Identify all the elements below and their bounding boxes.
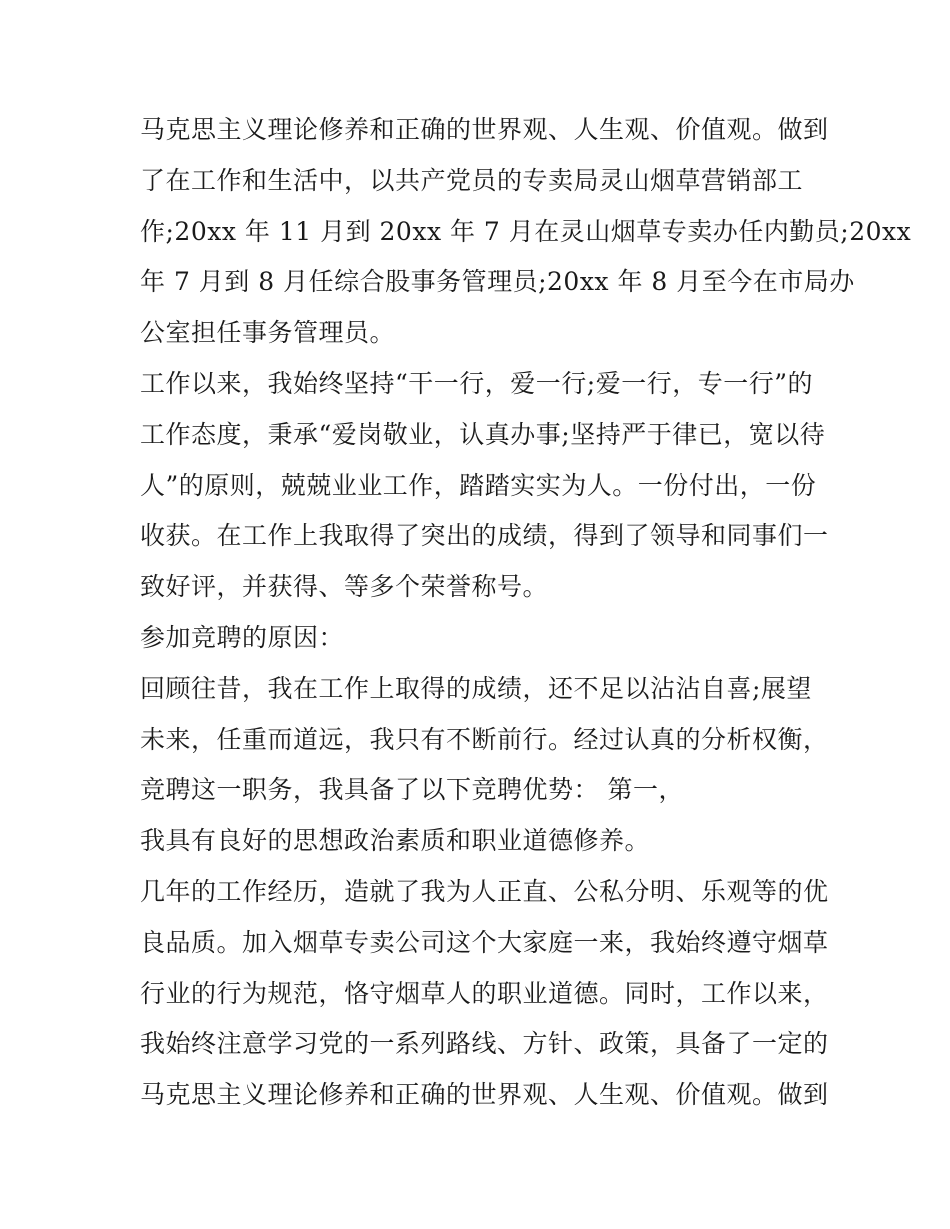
text-line: 年 7 月到 8 月任综合股事务管理员;20xx 年 8 月至今在市局办 <box>140 267 855 297</box>
text-line: 我始终注意学习党的一系列路线、方针、政策，具备了一定的 <box>140 1029 829 1059</box>
text-line: 作;20xx 年 11 月到 20xx 年 7 月在灵山烟草专卖办任内勤员;20xx <box>140 216 912 246</box>
text-line: 公室担任事务管理员。 <box>140 318 396 348</box>
text-line: 收获。在工作上我取得了突出的成绩，得到了领导和同事们一 <box>140 521 829 551</box>
text-line: 竞聘这一职务，我具备了以下竞聘优势： 第一， <box>140 775 684 805</box>
document-body <box>140 105 912 1121</box>
text-line: 未来，任重而道远，我只有不断前行。经过认真的分析权衡， <box>140 724 829 754</box>
text-line: 了在工作和生活中，以共产党员的专卖局灵山烟草营销部工 <box>140 165 804 195</box>
text-line: 人”的原则，兢兢业业工作，踏踏实实为人。一份付出，一份 <box>140 470 817 500</box>
text-line: 良品质。加入烟草专卖公司这个大家庭一来，我始终遵守烟草 <box>140 927 829 957</box>
text-line: 致好评，并获得、等多个荣誉称号。 <box>140 572 549 602</box>
text-line: 工作以来，我始终坚持“干一行，爱一行;爱一行，专一行”的 <box>140 368 813 398</box>
text-line: 我具有良好的思想政治素质和职业道德修养。 <box>140 826 651 856</box>
text-line: 马克思主义理论修养和正确的世界观、人生观、价值观。做到 <box>140 1080 829 1110</box>
text-line: 回顾往昔，我在工作上取得的成绩，还不足以沾沾自喜;展望 <box>140 673 812 703</box>
text-line: 马克思主义理论修养和正确的世界观、人生观、价值观。做到 <box>140 115 829 144</box>
text-line: 行业的行为规范，恪守烟草人的职业道德。同时，工作以来， <box>140 978 829 1008</box>
text-line: 工作态度，秉承“爱岗敬业，认真办事;坚持严于律已，宽以待 <box>140 419 826 449</box>
section-heading: 参加竞聘的原因： <box>140 622 345 652</box>
text-line: 几年的工作经历，造就了我为人正直、公私分明、乐观等的优 <box>140 876 829 906</box>
